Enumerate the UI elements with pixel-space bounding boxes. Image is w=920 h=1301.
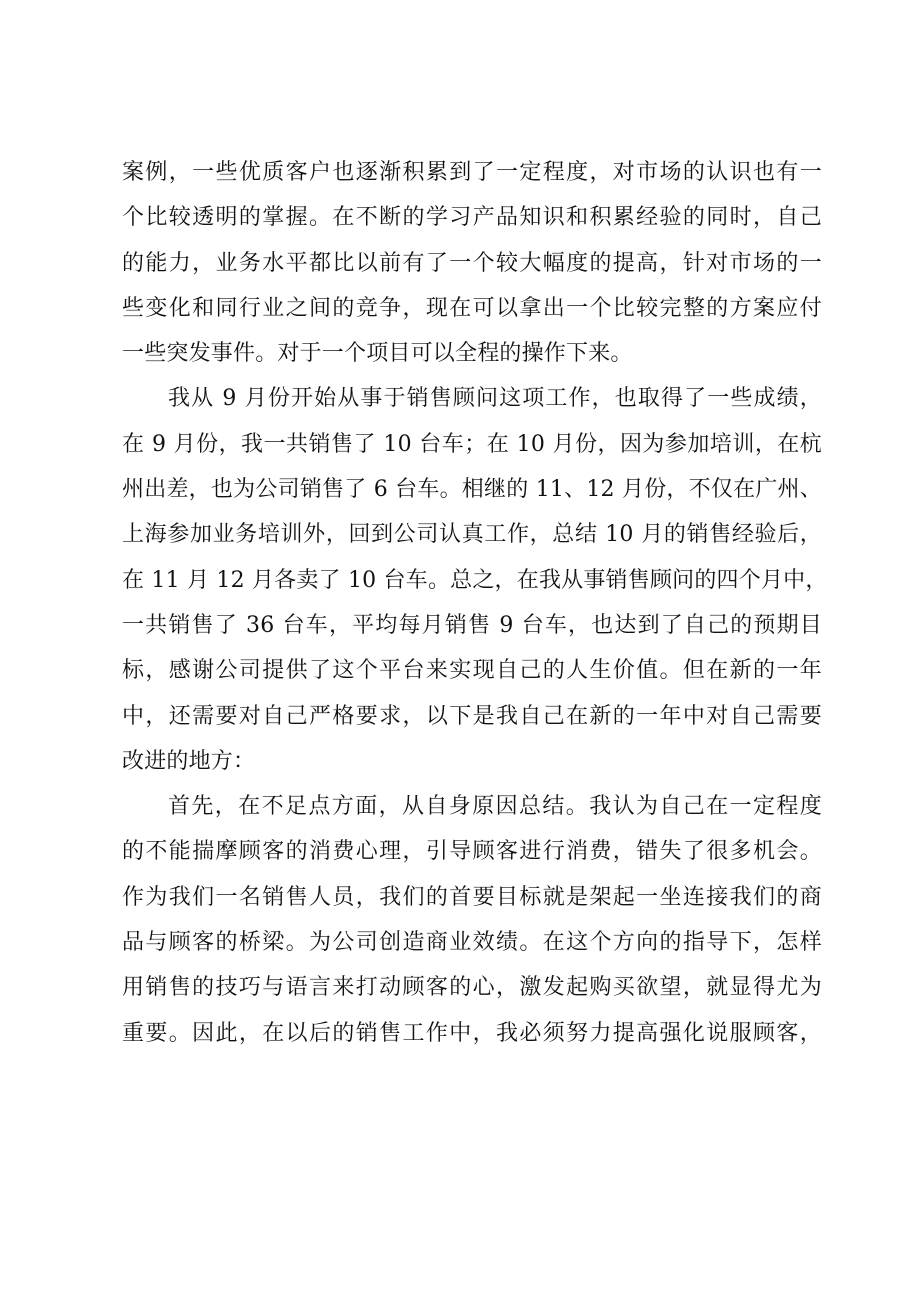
text-line: 个比较透明的掌握。在不断的学习产品知识和积累经验的同时，自己 bbox=[122, 205, 822, 231]
text-line: 改进的地方： bbox=[122, 748, 256, 774]
text-line: 在 11 月 12 月各卖了 10 台车。总之，在我从事销售顾问的四个月中， bbox=[122, 567, 828, 593]
document-body bbox=[122, 150, 828, 1056]
text-line: 上海参加业务培训外，回到公司认真工作，总结 10 月的销售经验后， bbox=[122, 522, 822, 548]
text-line: 我从 9 月份开始从事于销售顾问这项工作，也取得了一些成绩， bbox=[168, 386, 822, 412]
text-line: 首先，在不足点方面，从自身原因总结。我认为自己在一定程度 bbox=[168, 794, 822, 820]
text-line: 中，还需要对自己严格要求，以下是我自己在新的一年中对自己需要 bbox=[122, 703, 822, 729]
text-line: 案例，一些优质客户也逐渐积累到了一定程度，对市场的认识也有一 bbox=[122, 160, 822, 185]
text-line: 州出差，也为公司销售了 6 台车。相继的 11、12 月份，不仅在广州、 bbox=[122, 477, 822, 503]
text-line: 重要。因此，在以后的销售工作中，我必须努力提高强化说服顾客， bbox=[122, 1020, 822, 1046]
text-line: 品与顾客的桥梁。为公司创造商业效绩。在这个方向的指导下，怎样 bbox=[122, 930, 822, 956]
text-line: 一些突发事件。对于一个项目可以全程的操作下来。 bbox=[122, 341, 633, 367]
text-line: 些变化和同行业之间的竞争，现在可以拿出一个比较完整的方案应付 bbox=[122, 295, 822, 321]
text-line: 作为我们一名销售人员，我们的首要目标就是架起一坐连接我们的商 bbox=[122, 884, 822, 910]
text-line: 用销售的技巧与语言来打动顾客的心，激发起购买欲望，就显得尤为 bbox=[122, 975, 822, 1001]
text-line: 一共销售了 36 台车，平均每月销售 9 台车，也达到了自己的预期目 bbox=[122, 612, 822, 638]
text-line: 的能力，业务水平都比以前有了一个较大幅度的提高，针对市场的一 bbox=[122, 250, 822, 276]
text-line: 的不能揣摩顾客的消费心理，引导顾客进行消费，错失了很多机会。 bbox=[122, 839, 822, 865]
text-line: 在 9 月份，我一共销售了 10 台车；在 10 月份，因为参加培训，在杭 bbox=[122, 431, 822, 457]
text-line: 标，感谢公司提供了这个平台来实现自己的人生价值。但在新的一年 bbox=[122, 658, 822, 684]
